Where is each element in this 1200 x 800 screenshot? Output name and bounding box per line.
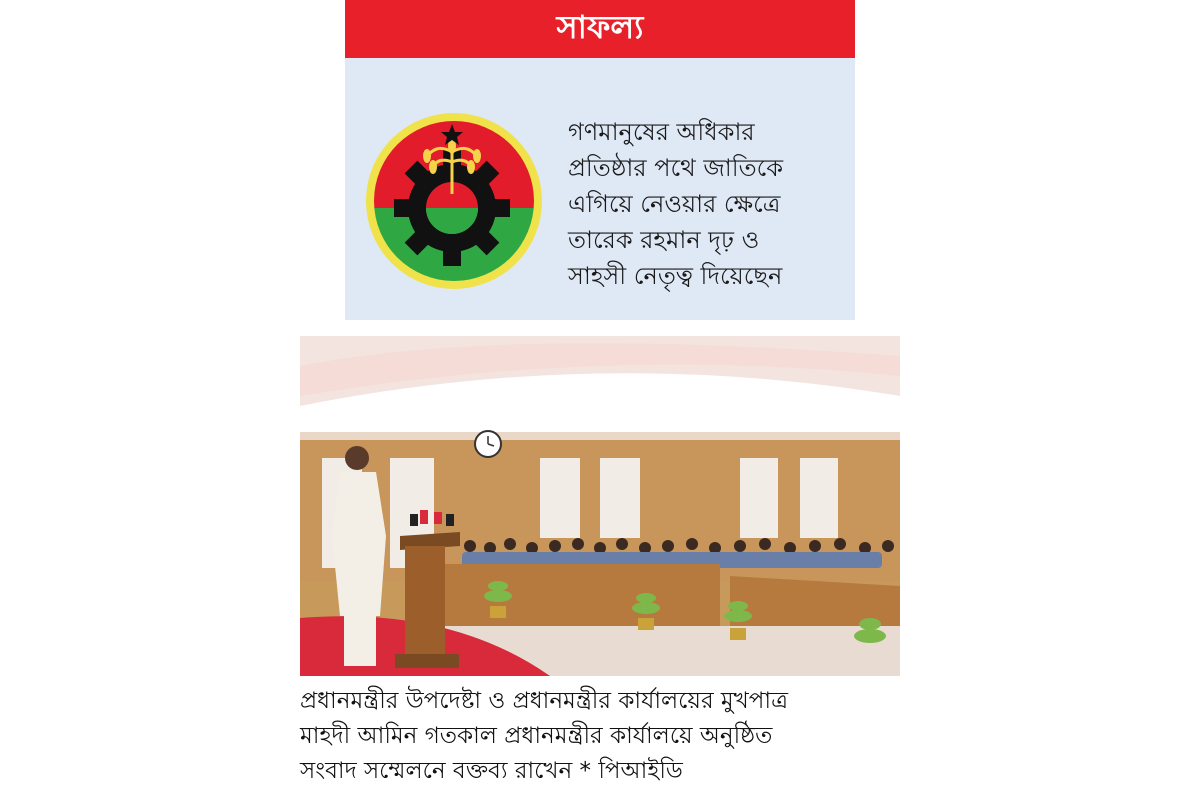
quote-line: গণমানুষের অধিকার: [568, 118, 755, 146]
press-conference-photo: [300, 336, 900, 676]
caption-line: মাহদী আমিন গতকাল প্রধানমন্ত্রীর কার্যালয়ে অনুষ্ঠিত: [300, 723, 773, 749]
quote-line: এগিয়ে নেওয়ার ক্ষেত্রে: [568, 190, 781, 218]
quote-line: প্রতিষ্ঠার পথে জাতিকে: [568, 154, 784, 182]
section-title: সাফল্য: [556, 8, 644, 46]
section-banner: [345, 0, 855, 58]
quote-line: সাহসী নেতৃত্ব দিয়েছেন: [568, 262, 783, 290]
party-logo-icon: [365, 112, 543, 290]
photo-caption: [300, 684, 900, 789]
caption-line: সংবাদ সম্মেলনে বক্তব্য রাখেন * পিআইডি: [300, 758, 683, 784]
quote-line: তারেক রহমান দৃঢ় ও: [568, 226, 760, 254]
caption-line: প্রধানমন্ত্রীর উপদেষ্টা ও প্রধানমন্ত্রীর কার্যালয়ের মুখপাত্র: [300, 688, 788, 714]
quote-text: [568, 114, 848, 294]
